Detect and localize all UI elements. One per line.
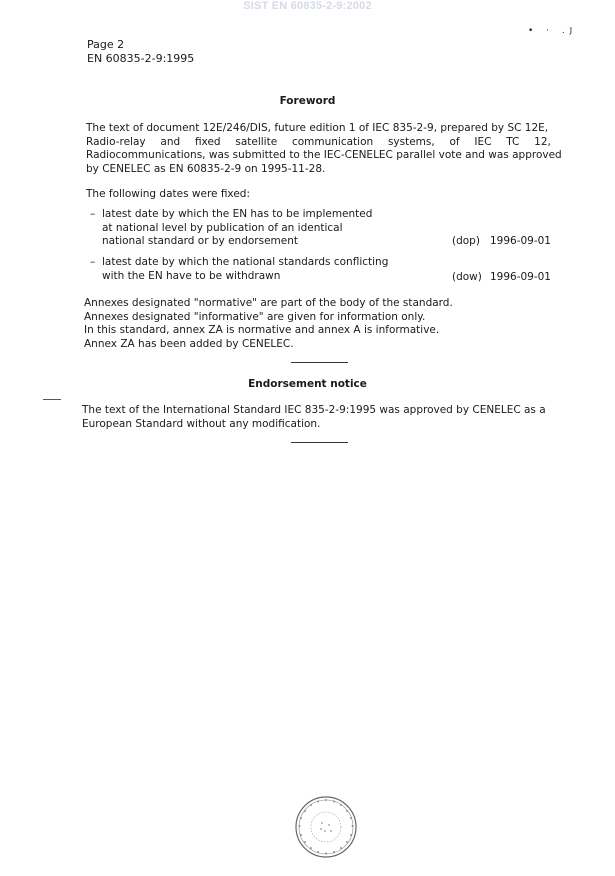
annex-note-line: Annexes designated "normative" are part of the body of the standard.: [84, 297, 453, 309]
date-item-line: at national level by publication of an identical: [102, 221, 343, 234]
word: fixed: [194, 135, 221, 148]
word: communication: [291, 135, 374, 148]
date-code: (dow): [452, 271, 482, 283]
dash-bullet: –: [90, 256, 96, 268]
annex-note-line: Annex ZA has been added by CENELEC.: [84, 337, 294, 350]
library-stamp-icon: [294, 795, 358, 859]
word: Radio-relay: [86, 135, 146, 148]
word: satellite: [235, 135, 278, 148]
foreword-intro-line: [86, 136, 551, 150]
margin-mark: [43, 399, 61, 400]
date-item-dop: [90, 208, 551, 250]
section-divider: [291, 362, 348, 363]
page-number: Page 2: [87, 38, 125, 51]
endorsement-title: Endorsement notice: [248, 378, 367, 390]
annex-note-line: Annexes designated "informative" are given for information only.: [84, 310, 426, 323]
dash-bullet: –: [90, 208, 96, 220]
word: and: [160, 135, 181, 148]
date-item-line: latest date by which the national standards conflicting: [102, 256, 389, 268]
document-reference: EN 60835-2-9:1995: [87, 52, 195, 65]
watermark: SIST EN 60835-2-9:2002: [243, 0, 372, 12]
date-item-dow: [90, 256, 551, 284]
scan-marks: • · .J: [528, 26, 578, 36]
word: systems,: [387, 135, 435, 148]
date-code: (dop): [452, 235, 480, 247]
date-value: 1996-09-01: [489, 271, 551, 283]
date-item-text: [102, 208, 402, 249]
dates-intro: The following dates were fixed:: [86, 188, 250, 200]
word: 12,: [534, 135, 551, 148]
section-divider: [291, 442, 348, 443]
date-item-line: with the EN have to be withdrawn: [102, 269, 281, 282]
foreword-intro: [86, 122, 562, 176]
foreword-intro-line: Radiocommunications, was submitted to the IEC-CENELEC parallel vote and was approved: [86, 149, 562, 162]
endorsement-line: European Standard without any modification.: [82, 417, 321, 430]
date-item-line: national standard or by endorsement: [102, 235, 299, 248]
endorsement-line: The text of the International Standard IEC 835-2-9:1995 was approved by CENELEC as a: [82, 404, 546, 416]
annex-notes: [84, 297, 453, 351]
foreword-title: Foreword: [279, 95, 336, 107]
word: of: [449, 135, 460, 148]
word: IEC: [474, 135, 492, 148]
word: TC: [506, 135, 520, 148]
date-item-line: latest date by which the EN has to be implemented: [102, 208, 373, 220]
foreword-intro-line: The text of document 12E/246/DIS, future edition 1 of IEC 835-2-9, prepared by SC 12E,: [86, 122, 549, 134]
date-value: 1996-09-01: [489, 235, 551, 247]
date-item-text: [102, 256, 402, 283]
endorsement-text: [82, 404, 546, 431]
annex-note-line: In this standard, annex ZA is normative and annex A is informative.: [84, 324, 440, 337]
foreword-intro-line: by CENELEC as EN 60835-2-9 on 1995-11-28.: [86, 162, 326, 175]
